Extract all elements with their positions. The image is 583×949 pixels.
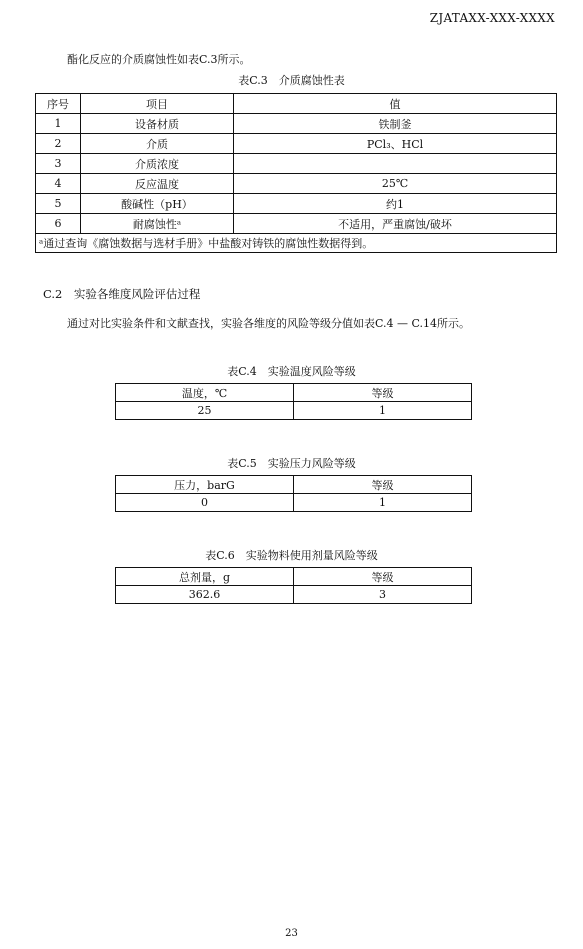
cell-value: PCl₃、HCl — [234, 134, 557, 154]
intro-paragraph: 酯化反应的介质腐蚀性如表C.3所示。 — [67, 53, 251, 66]
cell-level: 3 — [294, 586, 472, 604]
table-c6-dosage-risk — [115, 567, 472, 604]
cell-number: 6 — [36, 214, 81, 234]
table-c6-caption: 表C.6 实验物料使用剂量风险等级 — [205, 549, 378, 562]
cell-value: 25℃ — [234, 174, 557, 194]
cell-number: 5 — [36, 194, 81, 214]
cell-number: 1 — [36, 114, 81, 134]
cell-value — [234, 154, 557, 174]
table-row — [36, 154, 557, 174]
table-row — [116, 402, 472, 420]
table-c3-medium-corrosivity — [35, 93, 557, 253]
section-paragraph: 通过对比实验条件和文献查找，实验各维度的风险等级分值如表C.4 — C.14所示。 — [67, 317, 471, 330]
table-row — [36, 134, 557, 154]
table-row — [36, 174, 557, 194]
section-heading: C.2 实验各维度风险评估过程 — [43, 287, 201, 301]
cell-item: 介质 — [81, 134, 234, 154]
header-cell-level: 等级 — [294, 384, 472, 402]
header-cell-dosage: 总剂量，g — [116, 568, 294, 586]
cell-number: 2 — [36, 134, 81, 154]
cell-value: 约1 — [234, 194, 557, 214]
cell-item: 反应温度 — [81, 174, 234, 194]
table-header-row — [116, 476, 472, 494]
table-row — [36, 214, 557, 234]
table-footnote: ᵃ通过查询《腐蚀数据与选材手册》中盐酸对铸铁的腐蚀性数据得到。 — [36, 234, 557, 253]
cell-value: 铁制釜 — [234, 114, 557, 134]
table-header-row — [36, 94, 557, 114]
cell-number: 4 — [36, 174, 81, 194]
table-row — [116, 586, 472, 604]
table-c5-pressure-risk — [115, 475, 472, 512]
cell-item: 设备材质 — [81, 114, 234, 134]
table-c4-temperature-risk — [115, 383, 472, 420]
table-note-row — [36, 234, 557, 253]
table-c3-caption: 表C.3 介质腐蚀性表 — [238, 74, 345, 87]
cell-dosage: 362.6 — [116, 586, 294, 604]
header-cell-pressure: 压力，barG — [116, 476, 294, 494]
header-cell-item: 项目 — [81, 94, 234, 114]
header-cell-temperature: 温度，℃ — [116, 384, 294, 402]
page-number: 23 — [285, 928, 298, 939]
cell-item: 酸碱性（pH） — [81, 194, 234, 214]
cell-pressure: 0 — [116, 494, 294, 512]
cell-level: 1 — [294, 494, 472, 512]
table-c4-caption: 表C.4 实验温度风险等级 — [227, 365, 356, 378]
table-header-row — [116, 384, 472, 402]
header-cell-level: 等级 — [294, 476, 472, 494]
table-header-row — [116, 568, 472, 586]
table-row — [36, 194, 557, 214]
cell-item: 耐腐蚀性ᵃ — [81, 214, 234, 234]
header-cell-level: 等级 — [294, 568, 472, 586]
cell-value: 不适用，严重腐蚀/破坏 — [234, 214, 557, 234]
cell-temperature: 25 — [116, 402, 294, 420]
document-code: ZJATAXX-XXX-XXXX — [429, 11, 555, 25]
cell-item: 介质浓度 — [81, 154, 234, 174]
table-c5-caption: 表C.5 实验压力风险等级 — [227, 457, 356, 470]
cell-level: 1 — [294, 402, 472, 420]
cell-number: 3 — [36, 154, 81, 174]
header-cell-value: 值 — [234, 94, 557, 114]
table-row — [116, 494, 472, 512]
table-row — [36, 114, 557, 134]
header-cell-number: 序号 — [36, 94, 81, 114]
